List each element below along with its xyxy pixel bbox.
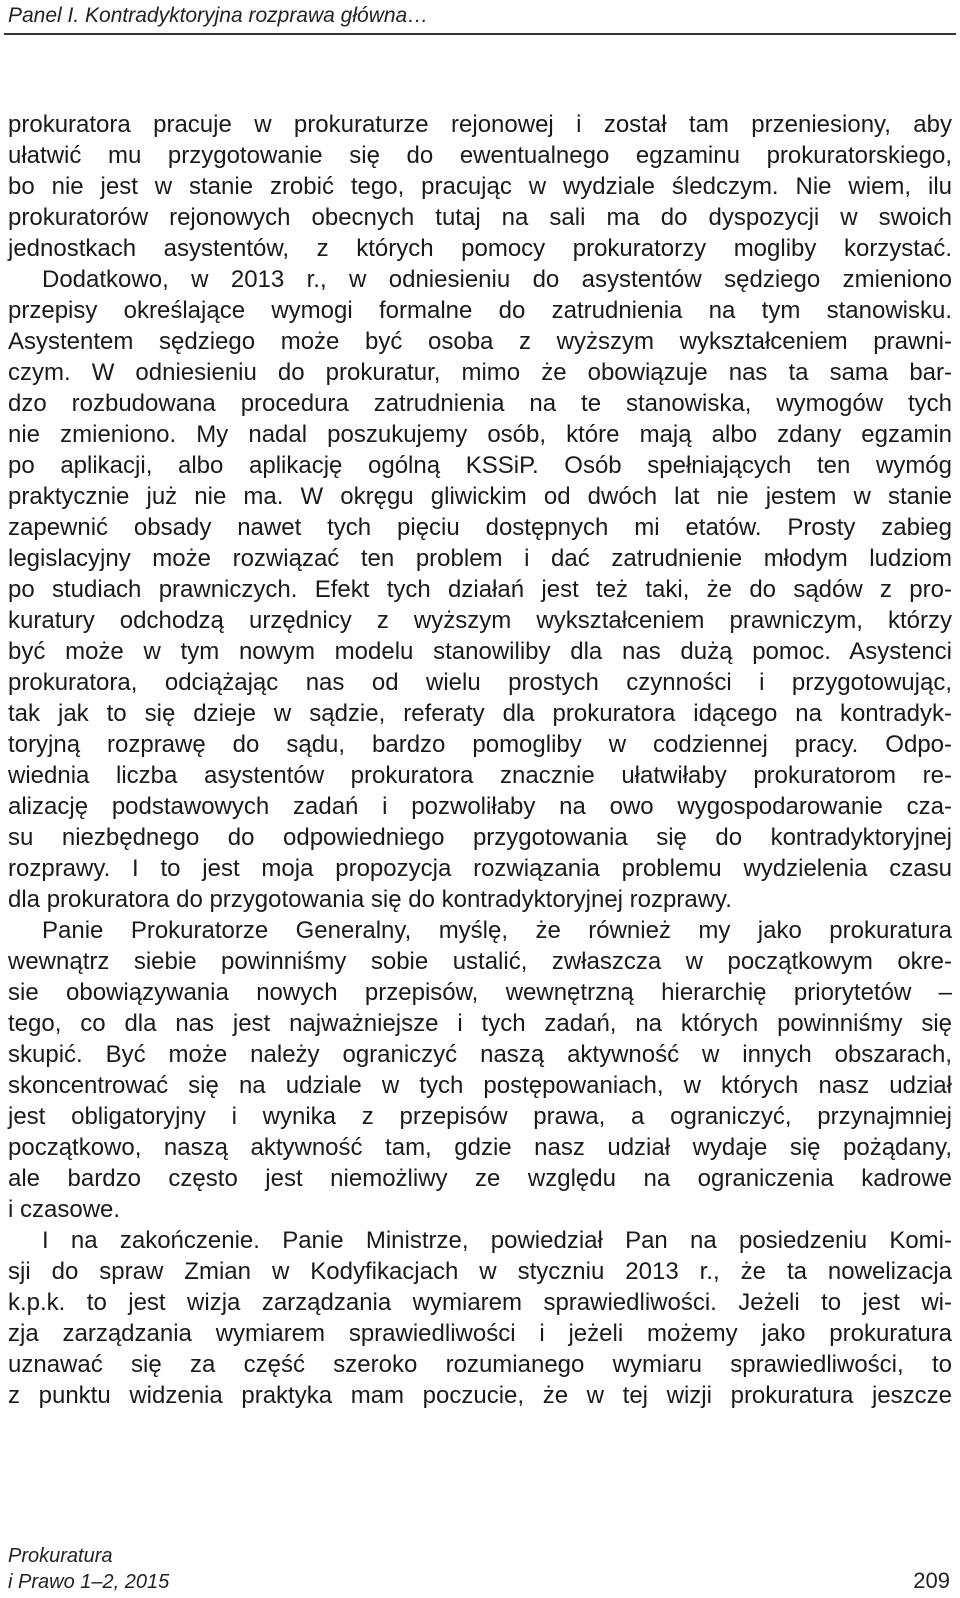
header-rule [4, 33, 956, 35]
page-number: 209 [913, 1568, 950, 1593]
text-line: prokuratora, odciążając nas od wielu prostych czynności i przygotowując, [8, 669, 952, 696]
text-line: zja zarządzania wymiarem sprawiedliwości i jeżeli możemy jako prokuratura [8, 1320, 952, 1347]
text-line: ułatwić mu przygotowanie się do ewentualnego egzaminu prokuratorskiego, [8, 142, 952, 169]
text-line: bo nie jest w stanie zrobić tego, pracując w wydziale śledczym. Nie wiem, ilu [8, 173, 952, 200]
text-line: czym. W odniesieniu do prokuratur, mimo że obowiązuje nas ta sama bar- [8, 359, 952, 386]
text-line: dla prokuratora do przygotowania się do kontradyktoryjnej rozprawy. [8, 886, 732, 913]
text-line: uznawać się za część szeroko rozumianego wymiaru sprawiedliwości, to [8, 1351, 952, 1378]
text-line: być może w tym nowym modelu stanowiliby dla nas dużą pomoc. Asystenci [8, 638, 952, 665]
text-line: rozprawy. I to jest moja propozycja rozwiązania problemu wydzielenia czasu [8, 855, 952, 882]
text-line: skupić. Być może należy ograniczyć naszą aktywność w innych obszarach, [8, 1041, 952, 1068]
text-line: początkowo, naszą aktywność tam, gdzie nasz udział wydaje się pożądany, [8, 1134, 952, 1161]
text-line: tak jak to się dzieje w sądzie, referaty dla prokuratora idącego na kontradyk- [8, 700, 952, 727]
text-line: przepisy określające wymogi formalne do zatrudnienia na tym stanowisku. [8, 297, 952, 324]
text-line: I na zakończenie. Panie Ministrze, powiedział Pan na posiedzeniu Komi- [42, 1227, 952, 1254]
text-line: toryjną rozprawę do sądu, bardzo pomogliby w codziennej pracy. Odpo- [8, 731, 952, 758]
text-line: jednostkach asystentów, z których pomocy prokuratorzy mogliby korzystać. [8, 235, 952, 262]
article-body [8, 109, 952, 1411]
journal-issue: i Prawo 1–2, 2015 [8, 1571, 170, 1593]
text-line: tego, co dla nas jest najważniejsze i tych zadań, na których powinniśmy się [8, 1010, 952, 1037]
text-line: dzo rozbudowana procedura zatrudnienia na te stanowiska, wymogów tych [8, 390, 952, 417]
text-line: Dodatkowo, w 2013 r., w odniesieniu do asystentów sędziego zmieniono [42, 266, 952, 293]
text-line: skoncentrować się na udziale w tych postępowaniach, w których nasz udział [8, 1072, 952, 1099]
text-line: zapewnić obsady nawet tych pięciu dostępnych mi etatów. Prosty zabieg [8, 514, 952, 541]
text-line: praktycznie już nie ma. W okręgu gliwickim od dwóch lat nie jestem w stanie [8, 483, 952, 510]
text-line: nie zmieniono. My nadal poszukujemy osób, które mają albo zdany egzamin [8, 421, 952, 448]
running-title: Panel I. Kontradyktoryjna rozprawa główna… [8, 4, 429, 27]
text-line: po studiach prawniczych. Efekt tych działań jest też taki, że do sądów z pro- [8, 576, 952, 603]
text-line: Asystentem sędziego może być osoba z wyższym wykształceniem prawni- [8, 328, 952, 355]
text-line: wiednia liczba asystentów prokuratora znacznie ułatwiłaby prokuratorom re- [8, 762, 952, 789]
text-line: sie obowiązywania nowych przepisów, wewnętrzną hierarchię priorytetów – [8, 979, 952, 1006]
text-line: kuratury odchodzą urzędnicy z wyższym wykształceniem prawniczym, którzy [8, 607, 952, 634]
text-line: z punktu widzenia praktyka mam poczucie, że w tej wizji prokuratura jeszcze [8, 1382, 952, 1409]
text-line: Panie Prokuratorze Generalny, myślę, że również my jako prokuratura [42, 917, 952, 944]
text-line: legislacyjny może rozwiązać ten problem i dać zatrudnienie młodym ludziom [8, 545, 952, 572]
text-line: wewnątrz siebie powinniśmy sobie ustalić, zwłaszcza w początkowym okre- [8, 948, 952, 975]
text-line: i czasowe. [8, 1196, 121, 1223]
text-line: prokuratorów rejonowych obecnych tutaj na sali ma do dyspozycji w swoich [8, 204, 952, 231]
text-line: k.p.k. to jest wizja zarządzania wymiarem sprawiedliwości. Jeżeli to jest wi- [8, 1289, 952, 1316]
journal-footer [8, 1543, 169, 1595]
text-line: alizację podstawowych zadań i pozwoliłaby na owo wygospodarowanie cza- [8, 793, 952, 820]
text-line: po aplikacji, albo aplikację ogólną KSSiP. Osób spełniających ten wymóg [8, 452, 952, 479]
journal-name: Prokuratura [8, 1545, 113, 1567]
text-line: su niezbędnego do odpowiedniego przygotowania się do kontradyktoryjnej [8, 824, 952, 851]
text-line: sji do spraw Zmian w Kodyfikacjach w styczniu 2013 r., że ta nowelizacja [8, 1258, 952, 1285]
text-line: jest obligatoryjny i wynika z przepisów prawa, a ograniczyć, przynajmniej [8, 1103, 952, 1130]
text-line: prokuratora pracuje w prokuraturze rejonowej i został tam przeniesiony, aby [8, 111, 952, 138]
text-line: ale bardzo często jest niemożliwy ze względu na ograniczenia kadrowe [8, 1165, 952, 1192]
